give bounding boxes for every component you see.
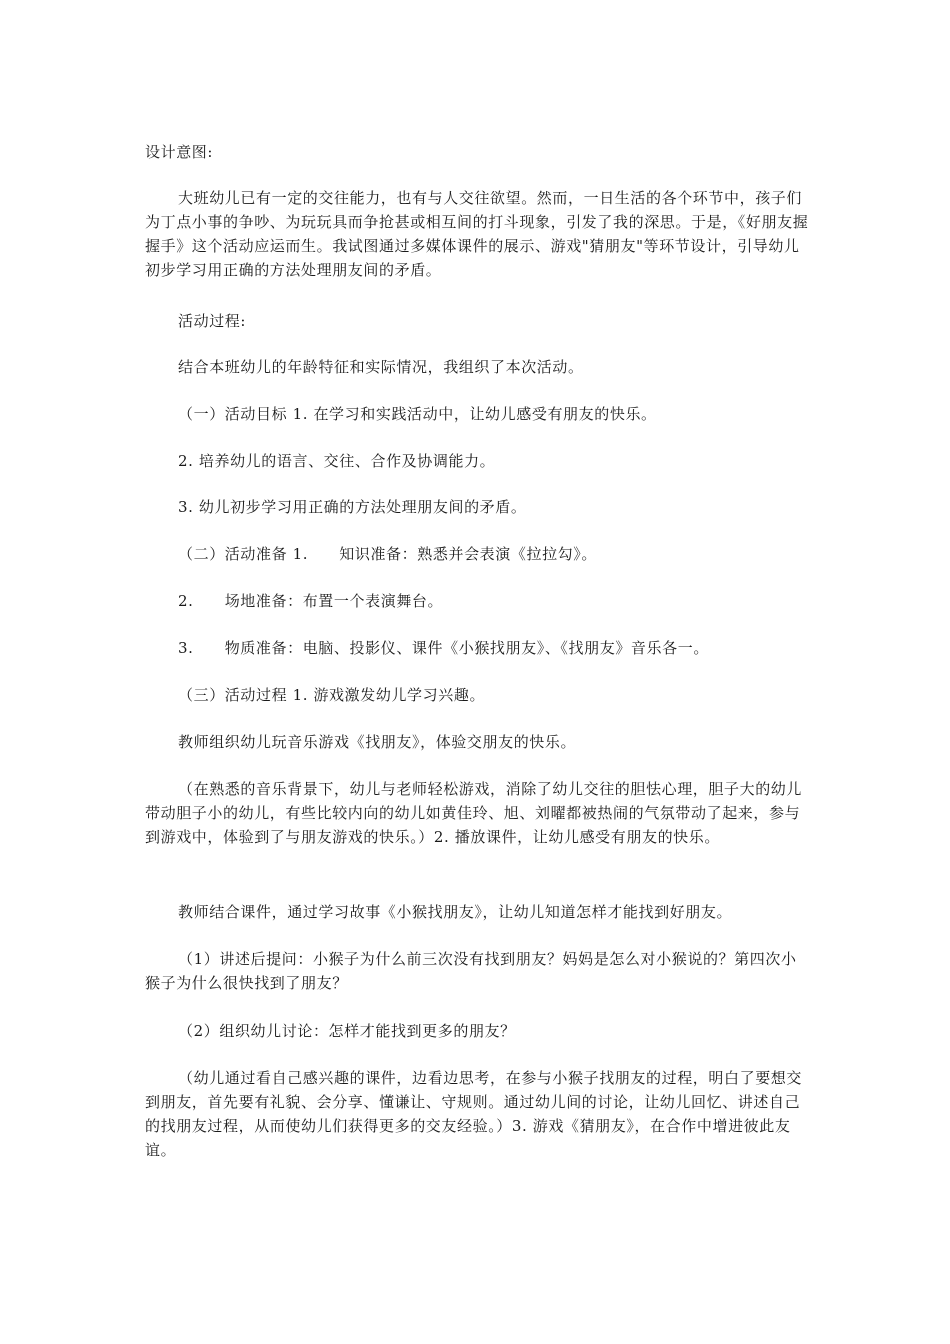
paragraph-prep-3: 3. 物质准备：电脑、投影仪、课件《小猴找朋友》、《找朋友》音乐各一。 [178,639,709,657]
paragraph-goal-3: 3. 幼儿初步学习用正确的方法处理朋友间的矛盾。 [178,498,527,516]
paragraph-combine: 结合本班幼儿的年龄特征和实际情况，我组织了本次活动。 [178,358,584,376]
paragraph-familiar-music: （在熟悉的音乐背景下，幼儿与老师轻松游戏，消除了幼儿交往的胆怯心理，胆子大的幼儿带动胆子小的幼儿，有些比较内向的幼儿如黄佳玲、旭、刘曜都被热闹的气氛带动了起来，参与到游戏中，体验到了与朋友游戏的快乐。）2. 播放课件，让幼儿感受有朋友的快乐。 [145,780,803,846]
paragraph-children-watch: （幼儿通过看自己感兴趣的课件，边看边思考，在参与小猴子找朋友的过程，明白了要想交到朋友，首先要有礼貌、会分享、懂谦让、守规则。通过幼儿间的讨论，让幼儿回忆、讲述自己的找朋友过程，从而使幼儿们获得更多的交友经验。）3. 游戏《猜朋友》，在合作中增进彼此友谊。 [145,1069,803,1159]
paragraph-intro: 大班幼儿已有一定的交往能力，也有与人交往欲望。然而，一日生活的各个环节中，孩子们为丁点小事的争吵、为玩玩具而争抢甚或相互间的打斗现象，引发了我的深思。于是，《好朋友握握手》这个活动应运而生。我试图通过多媒体课件的展示、游戏"猜朋友"等环节设计，引导幼儿初步学习用正确的方法处理朋友间的矛盾。 [145,189,809,279]
paragraph-teacher-courseware: 教师结合课件，通过学习故事《小猴找朋友》，让幼儿知道怎样才能找到好朋友。 [178,903,733,921]
paragraph-question-2: （2）组织幼儿讨论：怎样才能找到更多的朋友？ [178,1022,516,1040]
paragraph-prep-2: 2. 场地准备：布置一个表演舞台。 [178,592,444,610]
paragraph-teacher-game: 教师组织幼儿玩音乐游戏《找朋友》，体验交朋友的快乐。 [178,733,577,751]
paragraph-goal-2: 2. 培养幼儿的语言、交往、合作及协调能力。 [178,452,496,470]
paragraph-goal-1: （一）活动目标 1. 在学习和实践活动中，让幼儿感受有朋友的快乐。 [178,405,657,423]
section-heading-design-intent: 设计意图: [145,143,214,161]
paragraph-step-1: （三）活动过程 1. 游戏激发幼儿学习兴趣。 [178,686,486,704]
paragraph-prep-1: （二）活动准备 1. 知识准备：熟悉并会表演《拉拉勾》。 [178,545,597,563]
section-heading-process: 活动过程: [178,312,247,330]
paragraph-question-1: （1）讲述后提问：小猴子为什么前三次没有找到朋友？妈妈是怎么对小猴说的？第四次小猴子为什么很快找到了朋友？ [145,950,797,992]
